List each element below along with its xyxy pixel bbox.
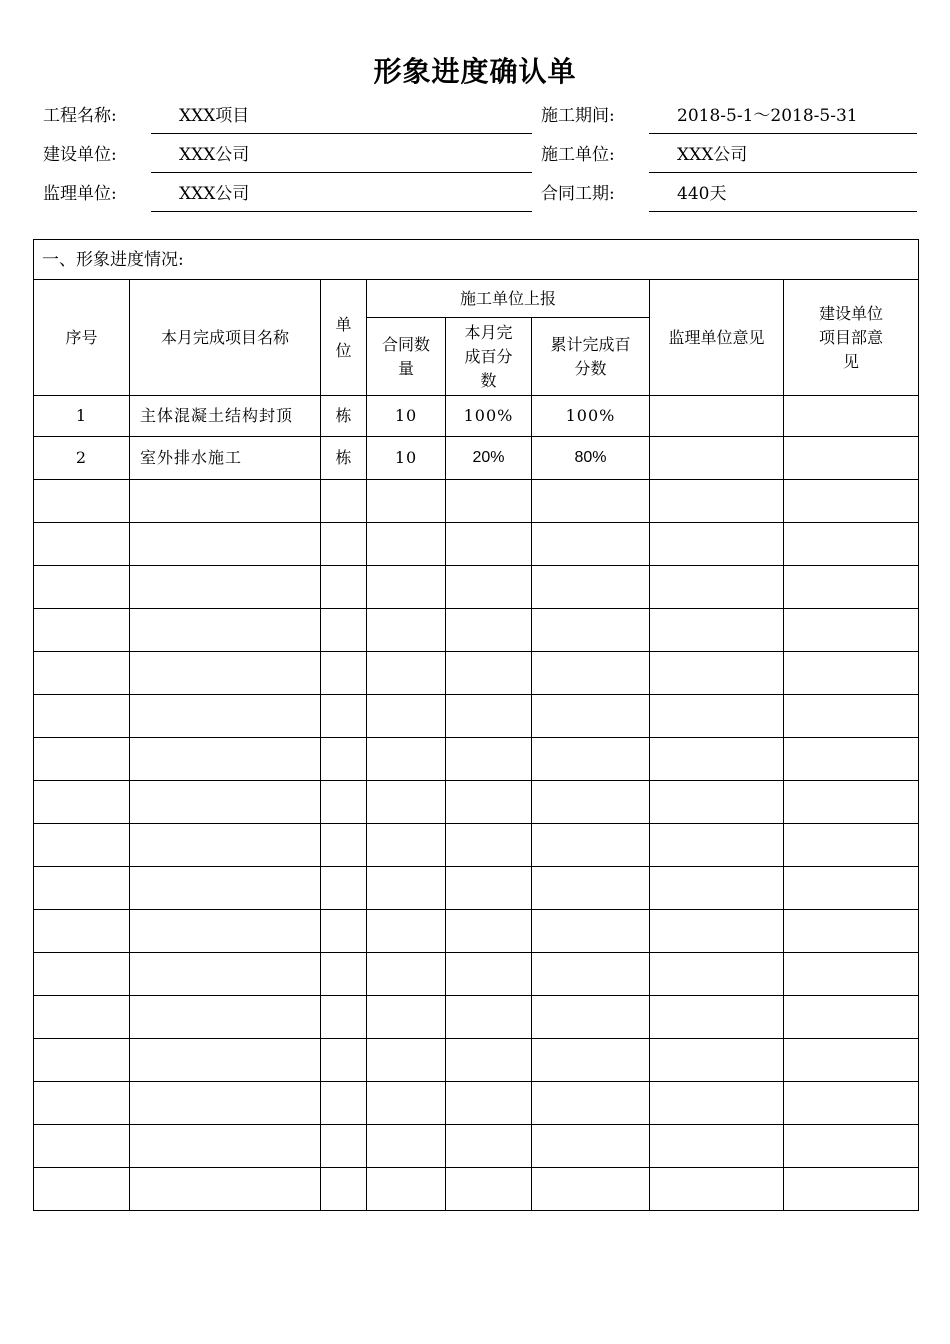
empty-table-row xyxy=(34,781,919,824)
header-supervisor-opinion: 监理单位意见 xyxy=(650,280,784,396)
row-month-pct xyxy=(446,480,532,523)
row-owner-opinion xyxy=(784,1082,919,1125)
empty-table-row xyxy=(34,566,919,609)
row-owner-opinion xyxy=(784,480,919,523)
row-cum-pct xyxy=(532,566,650,609)
header-contract-qty: 合同数量 xyxy=(367,318,446,396)
row-supervisor-opinion xyxy=(650,480,784,523)
row-unit xyxy=(321,953,367,996)
row-month-pct xyxy=(446,738,532,781)
row-seq xyxy=(34,996,130,1039)
empty-table-row xyxy=(34,738,919,781)
empty-table-row xyxy=(34,824,919,867)
row-unit: 栋 xyxy=(321,437,367,480)
row-supervisor-opinion xyxy=(650,1125,784,1168)
row-cum-pct xyxy=(532,867,650,910)
row-supervisor-opinion xyxy=(650,738,784,781)
row-owner-opinion xyxy=(784,996,919,1039)
row-unit xyxy=(321,695,367,738)
row-unit xyxy=(321,1125,367,1168)
duration-label: 合同工期: xyxy=(541,184,615,204)
empty-table-row xyxy=(34,910,919,953)
row-qty xyxy=(367,652,446,695)
row-qty: 10 xyxy=(367,437,446,480)
row-owner-opinion xyxy=(784,396,919,437)
row-seq xyxy=(34,695,130,738)
row-month-pct xyxy=(446,652,532,695)
row-month-pct: 20% xyxy=(446,437,532,480)
header-row-1 xyxy=(34,280,919,318)
row-qty xyxy=(367,1125,446,1168)
row-qty xyxy=(367,1168,446,1211)
row-owner-opinion xyxy=(784,781,919,824)
row-qty xyxy=(367,695,446,738)
header-owner-opinion: 建设单位项目部意见 xyxy=(784,280,919,396)
period-field: 2018-5-1～2018-5-31 xyxy=(649,106,917,134)
row-owner-opinion xyxy=(784,523,919,566)
row-unit xyxy=(321,738,367,781)
row-qty xyxy=(367,523,446,566)
row-cum-pct xyxy=(532,738,650,781)
owner-label: 建设单位: xyxy=(43,145,117,165)
row-owner-opinion xyxy=(784,1125,919,1168)
table-row xyxy=(34,437,919,480)
row-name: 主体混凝土结构封顶 xyxy=(130,396,321,437)
row-supervisor-opinion xyxy=(650,652,784,695)
section-title: 一、形象进度情况: xyxy=(34,240,919,280)
row-month-pct xyxy=(446,824,532,867)
row-seq xyxy=(34,1039,130,1082)
empty-table-row xyxy=(34,480,919,523)
row-month-pct xyxy=(446,953,532,996)
row-seq xyxy=(34,480,130,523)
row-supervisor-opinion xyxy=(650,566,784,609)
header-cum-pct: 累计完成百分数 xyxy=(532,318,650,396)
header-unit: 单位 xyxy=(321,280,367,396)
row-supervisor-opinion xyxy=(650,437,784,480)
row-month-pct xyxy=(446,609,532,652)
row-cum-pct xyxy=(532,824,650,867)
header-name: 本月完成项目名称 xyxy=(130,280,321,396)
row-cum-pct xyxy=(532,1039,650,1082)
empty-table-row xyxy=(34,867,919,910)
owner-field: XXX公司 xyxy=(151,145,532,173)
row-seq xyxy=(34,867,130,910)
row-qty xyxy=(367,1082,446,1125)
row-name xyxy=(130,695,321,738)
row-unit xyxy=(321,781,367,824)
row-qty xyxy=(367,609,446,652)
row-supervisor-opinion xyxy=(650,824,784,867)
row-month-pct xyxy=(446,996,532,1039)
row-name xyxy=(130,1168,321,1211)
row-unit xyxy=(321,867,367,910)
row-name xyxy=(130,738,321,781)
row-cum-pct xyxy=(532,609,650,652)
row-cum-pct xyxy=(532,1082,650,1125)
row-seq xyxy=(34,781,130,824)
row-qty xyxy=(367,824,446,867)
row-seq xyxy=(34,738,130,781)
row-owner-opinion xyxy=(784,609,919,652)
project-name-label: 工程名称: xyxy=(43,106,117,126)
row-supervisor-opinion xyxy=(650,396,784,437)
row-supervisor-opinion xyxy=(650,1168,784,1211)
row-name xyxy=(130,609,321,652)
row-cum-pct xyxy=(532,695,650,738)
row-seq xyxy=(34,1082,130,1125)
empty-table-row xyxy=(34,1125,919,1168)
row-seq xyxy=(34,523,130,566)
row-supervisor-opinion xyxy=(650,1082,784,1125)
progress-table xyxy=(33,239,919,1211)
row-cum-pct xyxy=(532,996,650,1039)
row-unit xyxy=(321,824,367,867)
row-owner-opinion xyxy=(784,953,919,996)
row-cum-pct xyxy=(532,480,650,523)
empty-table-row xyxy=(34,609,919,652)
row-qty xyxy=(367,1039,446,1082)
row-supervisor-opinion xyxy=(650,910,784,953)
row-month-pct xyxy=(446,695,532,738)
row-name: 室外排水施工 xyxy=(130,437,321,480)
row-name xyxy=(130,910,321,953)
row-name xyxy=(130,566,321,609)
row-unit xyxy=(321,1082,367,1125)
row-supervisor-opinion xyxy=(650,781,784,824)
row-unit xyxy=(321,566,367,609)
row-seq: 2 xyxy=(34,437,130,480)
supervisor-field: XXX公司 xyxy=(151,184,532,212)
supervisor-label: 监理单位: xyxy=(43,184,117,204)
row-name xyxy=(130,953,321,996)
row-qty xyxy=(367,781,446,824)
row-supervisor-opinion xyxy=(650,609,784,652)
row-month-pct xyxy=(446,523,532,566)
row-seq xyxy=(34,910,130,953)
row-name xyxy=(130,523,321,566)
row-cum-pct: 100% xyxy=(532,396,650,437)
row-month-pct xyxy=(446,1125,532,1168)
row-month-pct xyxy=(446,910,532,953)
empty-table-row xyxy=(34,652,919,695)
row-seq xyxy=(34,824,130,867)
row-supervisor-opinion xyxy=(650,695,784,738)
row-name xyxy=(130,996,321,1039)
empty-table-row xyxy=(34,695,919,738)
row-unit xyxy=(321,996,367,1039)
row-cum-pct xyxy=(532,953,650,996)
row-qty xyxy=(367,910,446,953)
row-qty xyxy=(367,867,446,910)
row-qty xyxy=(367,738,446,781)
contractor-field: XXX公司 xyxy=(649,145,917,173)
empty-table-row xyxy=(34,1168,919,1211)
row-cum-pct xyxy=(532,523,650,566)
row-seq xyxy=(34,1168,130,1211)
table-row xyxy=(34,396,919,437)
row-owner-opinion xyxy=(784,566,919,609)
row-owner-opinion xyxy=(784,652,919,695)
page-title: 形象进度确认单 xyxy=(373,55,577,88)
row-name xyxy=(130,1039,321,1082)
row-name xyxy=(130,1125,321,1168)
row-seq: 1 xyxy=(34,396,130,437)
row-month-pct xyxy=(446,1082,532,1125)
row-unit xyxy=(321,480,367,523)
row-supervisor-opinion xyxy=(650,867,784,910)
empty-table-row xyxy=(34,523,919,566)
row-cum-pct xyxy=(532,910,650,953)
row-unit xyxy=(321,523,367,566)
header-report-group: 施工单位上报 xyxy=(367,280,650,318)
empty-table-row xyxy=(34,1082,919,1125)
row-month-pct xyxy=(446,867,532,910)
row-cum-pct xyxy=(532,652,650,695)
row-month-pct xyxy=(446,1039,532,1082)
row-unit xyxy=(321,1039,367,1082)
row-owner-opinion xyxy=(784,1168,919,1211)
row-supervisor-opinion xyxy=(650,996,784,1039)
duration-field: 440天 xyxy=(649,184,917,212)
project-name-field: XXX项目 xyxy=(151,106,532,134)
row-unit xyxy=(321,652,367,695)
row-cum-pct xyxy=(532,1168,650,1211)
empty-table-row xyxy=(34,1039,919,1082)
row-owner-opinion xyxy=(784,437,919,480)
row-supervisor-opinion xyxy=(650,953,784,996)
row-unit xyxy=(321,609,367,652)
row-cum-pct xyxy=(532,1125,650,1168)
row-name xyxy=(130,480,321,523)
row-month-pct xyxy=(446,781,532,824)
row-month-pct: 100% xyxy=(446,396,532,437)
row-unit xyxy=(321,910,367,953)
section-row xyxy=(34,240,919,280)
row-unit xyxy=(321,1168,367,1211)
row-qty: 10 xyxy=(367,396,446,437)
row-qty xyxy=(367,996,446,1039)
row-month-pct xyxy=(446,1168,532,1211)
empty-table-row xyxy=(34,953,919,996)
row-seq xyxy=(34,652,130,695)
row-supervisor-opinion xyxy=(650,1039,784,1082)
row-qty xyxy=(367,480,446,523)
row-seq xyxy=(34,566,130,609)
empty-table-row xyxy=(34,996,919,1039)
row-name xyxy=(130,781,321,824)
row-seq xyxy=(34,1125,130,1168)
row-cum-pct: 80% xyxy=(532,437,650,480)
header-month-pct: 本月完成百分数 xyxy=(446,318,532,396)
row-owner-opinion xyxy=(784,867,919,910)
row-month-pct xyxy=(446,566,532,609)
row-supervisor-opinion xyxy=(650,523,784,566)
period-label: 施工期间: xyxy=(541,106,615,126)
row-name xyxy=(130,824,321,867)
row-qty xyxy=(367,953,446,996)
row-owner-opinion xyxy=(784,738,919,781)
header-seq: 序号 xyxy=(34,280,130,396)
row-qty xyxy=(367,566,446,609)
row-seq xyxy=(34,609,130,652)
row-owner-opinion xyxy=(784,910,919,953)
row-name xyxy=(130,867,321,910)
row-name xyxy=(130,1082,321,1125)
row-unit: 栋 xyxy=(321,396,367,437)
row-owner-opinion xyxy=(784,1039,919,1082)
row-owner-opinion xyxy=(784,824,919,867)
row-cum-pct xyxy=(532,781,650,824)
row-name xyxy=(130,652,321,695)
row-owner-opinion xyxy=(784,695,919,738)
contractor-label: 施工单位: xyxy=(541,145,615,165)
row-seq xyxy=(34,953,130,996)
